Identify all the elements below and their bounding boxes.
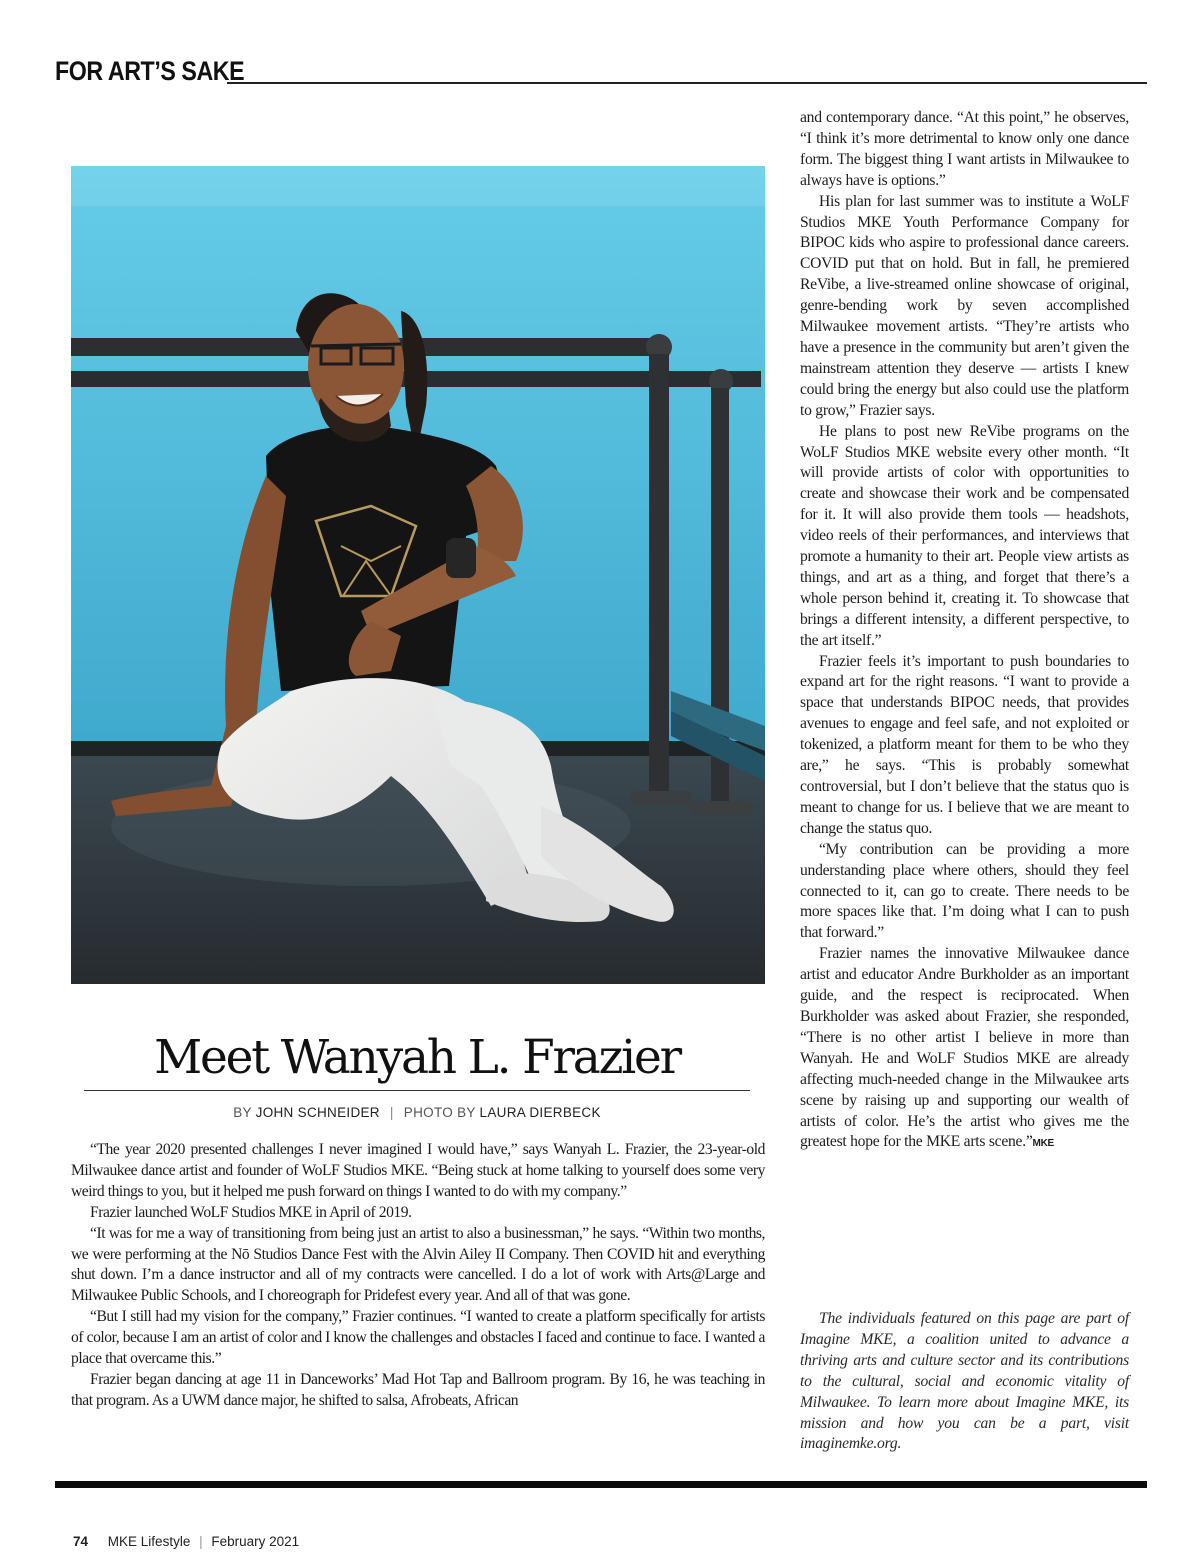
paragraph: He plans to post new ReVibe programs on the WoLF Studios MKE website every other month. “It will provide artists of color with opportunities to create and showcase their work and be compensated for it. It will also provide them tools — headshots, video reels of their performances, and interviews that promote a humanity to their art. People view artists as things, and art as a thing, and forget that there’s a whole person behind it, creating it. To showcase that brings a different intensity, a different perspective, to the art itself.” <box>800 422 1129 649</box>
sidebar-note: The individuals featured on this page are part of Imagine MKE, a coalition united to advance a thriving arts and culture sector and its contributions to the cultural, social and economic vitality of Milwaukee. To learn more about Imagine MKE, its mission and how you can be a part, visit imaginemke.org. <box>800 1310 1129 1453</box>
byline-photographer: LAURA DIERBECK <box>479 1105 601 1120</box>
page-number: 74 <box>73 1534 89 1549</box>
byline <box>84 1105 750 1120</box>
publication-name: MKE Lifestyle <box>107 1534 191 1549</box>
paragraph: “The year 2020 presented challenges I never imagined I would have,” says Wanyah L. Frazier, the 23-year-old Milwaukee dance artist and founder of WoLF Studios MKE. “Being stuck at home talking to yourself does some very weird things to you, but it helped me push forward on things I wanted to do with my company.” <box>71 1141 765 1200</box>
article-column-right <box>800 108 1129 1155</box>
byline-by-label: BY <box>233 1105 252 1120</box>
paragraph-final <box>800 944 1129 1155</box>
byline-author: JOHN SCHNEIDER <box>255 1105 380 1120</box>
headline-rule <box>84 1090 750 1091</box>
byline-separator: | <box>389 1105 394 1120</box>
dancer-illustration <box>71 166 765 984</box>
footer-separator: | <box>199 1534 203 1549</box>
section-header <box>55 56 1147 90</box>
article-column-left <box>71 1140 765 1412</box>
paragraph: “But I still had my vision for the company,” Frazier continues. “I wanted to create a platform specifically for artists of color, because I am an artist of color and I know the challenges and obstacles I faced and continue to face. I wanted a place that overcame this.” <box>71 1308 765 1368</box>
issue-date: February 2021 <box>211 1534 300 1549</box>
footer-rule <box>55 1481 1147 1488</box>
paragraph: “My contribution can be providing a more understanding place where others, should they feel connected to it, can go to create. There needs to be more spaces like that. I’m doing what I can to push that forward.” <box>800 840 1129 942</box>
feature-photo <box>71 166 765 984</box>
page-footer <box>73 1534 299 1549</box>
paragraph: and contemporary dance. “At this point,” he observes, “I think it’s more detrimental to know only one dance form. The biggest thing I want artists in Milwaukee to always have is options.” <box>800 109 1129 189</box>
paragraph: “It was for me a way of transitioning from being just an artist to also a businessman,” he says. “Within two months, we were performing at the Nō Studios Dance Fest with the Alvin Ailey II Company. Then COVID hit and everything shut down. I’m a dance instructor and all of my contracts were cancelled. I do a lot of work with Arts@Large and Milwaukee Public Schools, and I choreograph for Pridefest every year. And all of that was gone. <box>71 1224 765 1305</box>
paragraph: His plan for last summer was to institute a WoLF Studios MKE Youth Performance Company for BIPOC kids who aspire to professional dance careers. COVID put that on hold. But in fall, he premiered ReVibe, a live-streamed online showcase of original, genre-bending work by seven accomplished Milwaukee movement artists. “They’re artists who have a presence in the community but aren’t given the mainstream attention they deserve — artists I knew could bring the energy but also could use the platform to grow,” Frazier says. <box>800 192 1129 419</box>
paragraph: Frazier launched WoLF Studios MKE in April of 2019. <box>90 1203 412 1221</box>
article-headline: Meet Wanyah L. Frazier <box>154 1030 680 1085</box>
byline-photo-label: PHOTO BY <box>403 1105 476 1120</box>
section-title: FOR ART’S SAKE <box>55 56 245 86</box>
section-rule <box>227 82 1147 84</box>
paragraph: Frazier feels it’s important to push boundaries to expand art for the right reasons. “I want to provide a space that understands BIPOC needs, that provides avenues to engage and feel safe, and not exploited or tokenized, a platform meant for them to be who they are,” he says. “This is probably somewhat controversial, but I don’t believe that the status quo is meant to change for us. I believe that we are meant to change the status quo. <box>800 652 1129 837</box>
end-mark: MKE <box>1032 1138 1054 1150</box>
final-paragraph-text: Frazier names the innovative Milwaukee dance artist and educator Andre Burkholder as an important guide, and the respect is reciprocated. When Burkholder was asked about Frazier, she responded, “There is no other artist I believe in more than Wanyah. He and WoLF Studios MKE are already affecting much-needed change in the Milwaukee arts scene by raising up and supporting our wealth of artists of color. He’s the artist who gives me the greatest hope for the MKE arts scene.” <box>800 945 1129 1151</box>
paragraph: Frazier began dancing at age 11 in Danceworks’ Mad Hot Tap and Ballroom program. By 16, he was teaching in that program. As a UWM dance major, he shifted to salsa, Afrobeats, African <box>71 1370 765 1409</box>
